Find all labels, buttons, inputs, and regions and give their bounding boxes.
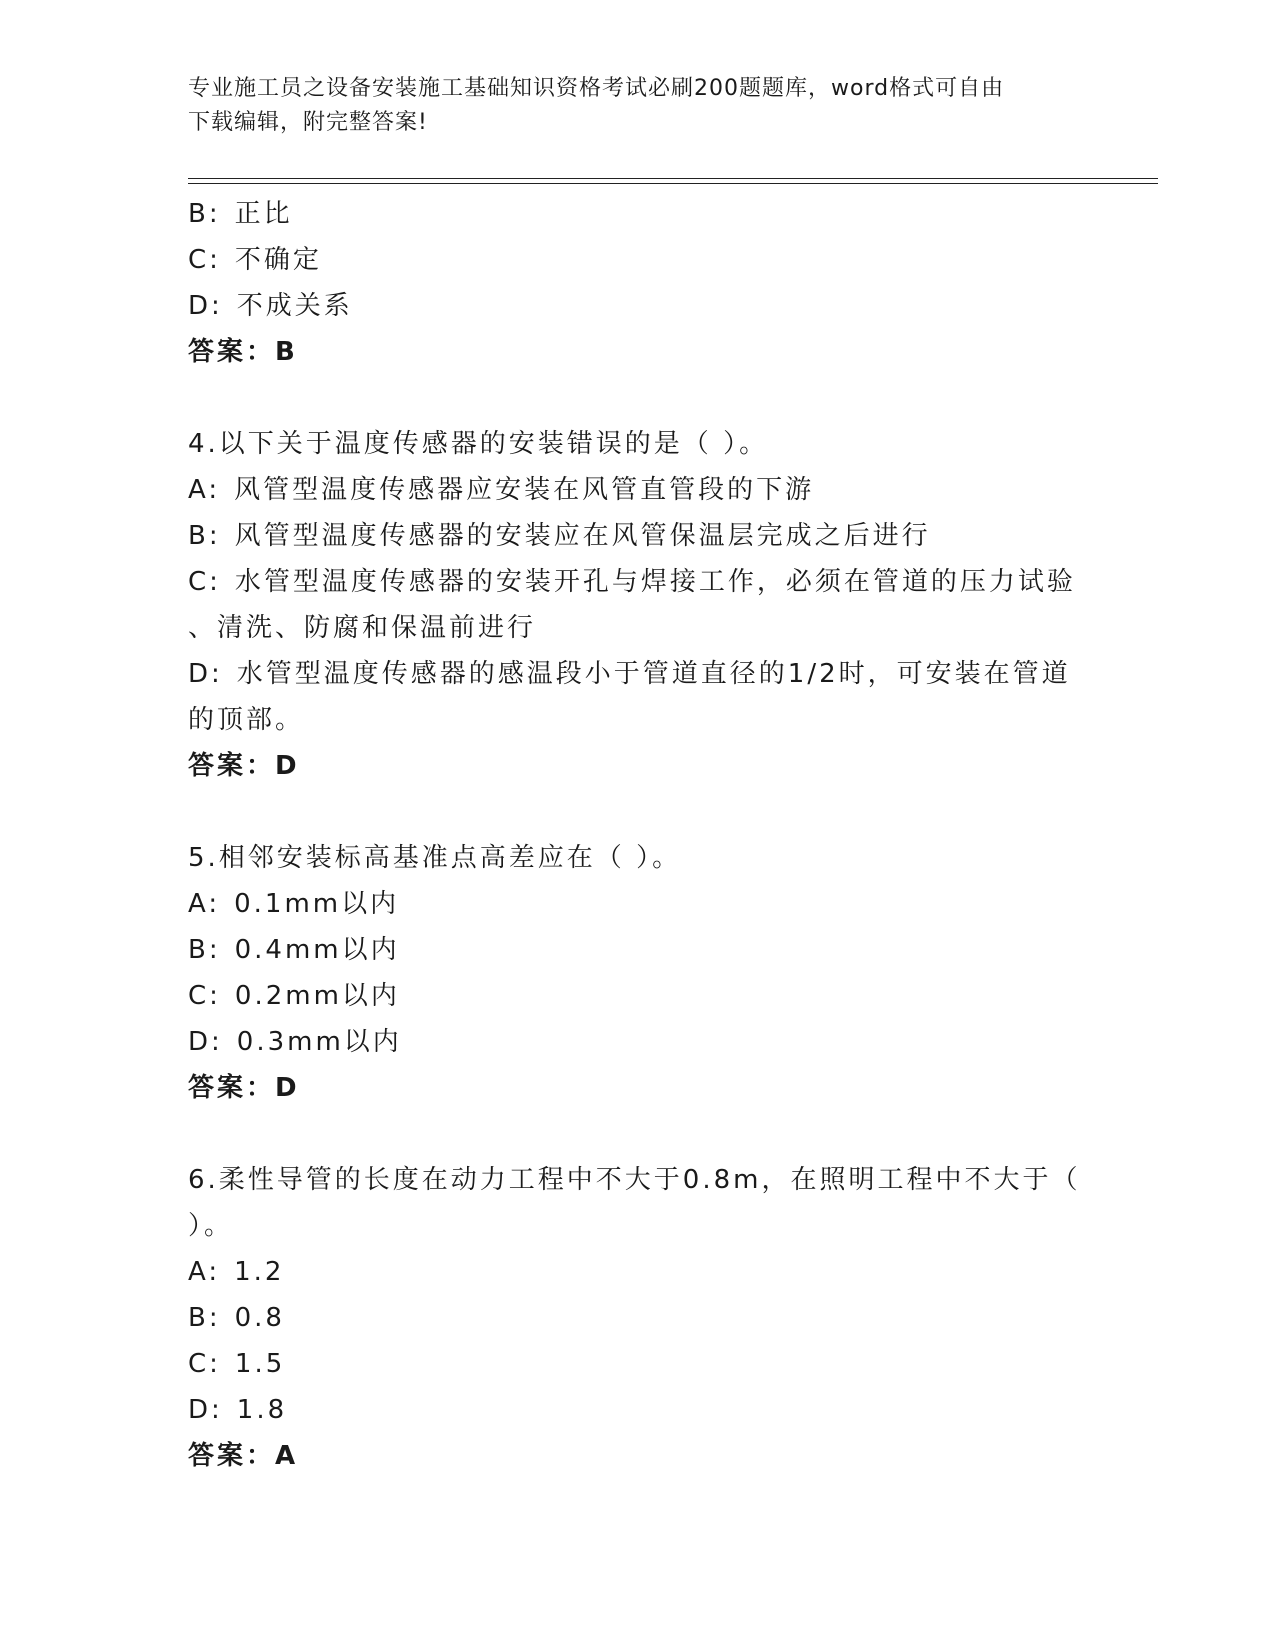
option-d-continued: 的顶部。 — [188, 705, 305, 735]
question-5 — [188, 835, 1088, 1111]
option-c: C: 1.5 — [188, 1349, 286, 1379]
option-c: C: 不确定 — [188, 245, 322, 275]
option-b: B: 风管型温度传感器的安装应在风管保温层完成之后进行 — [188, 521, 931, 551]
header-line-2: 下载编辑，附完整答案! — [188, 110, 428, 135]
option-b: B: 0.8 — [188, 1303, 285, 1333]
option-b: B: 正比 — [188, 199, 293, 229]
option-d: D: 水管型温度传感器的感温段小于管道直径的1/2时，可安装在管道 — [188, 659, 1071, 689]
header-rule-top — [188, 178, 1158, 179]
spacer — [188, 1111, 1088, 1157]
option-d: D: 不成关系 — [188, 291, 353, 321]
question-4 — [188, 421, 1088, 789]
question-text: 4.以下关于温度传感器的安装错误的是（ ）。 — [188, 429, 769, 459]
option-a: A: 风管型温度传感器应安装在风管直管段的下游 — [188, 475, 815, 505]
spacer — [188, 375, 1088, 421]
spacer — [188, 789, 1088, 835]
option-d: D: 0.3mm以内 — [188, 1027, 402, 1057]
option-a: A: 1.2 — [188, 1257, 285, 1287]
header-rule-bottom — [188, 183, 1158, 184]
option-a: A: 0.1mm以内 — [188, 889, 400, 919]
question-text-continued: ）。 — [188, 1211, 234, 1241]
question-text: 6.柔性导管的长度在动力工程中不大于0.8m，在照明工程中不大于（ — [188, 1165, 1081, 1195]
answer: 答案：D — [188, 751, 300, 781]
option-c: C: 水管型温度传感器的安装开孔与焊接工作，必须在管道的压力试验 — [188, 567, 1076, 597]
option-b: B: 0.4mm以内 — [188, 935, 400, 965]
document-header — [188, 72, 1068, 140]
header-line-1: 专业施工员之设备安装施工基础知识资格考试必刷200题题库，word格式可自由 — [188, 76, 1005, 101]
option-c-continued: 、清洗、防腐和保温前进行 — [188, 613, 537, 643]
answer: 答案：B — [188, 337, 298, 367]
question-text: 5.相邻安装标高基准点高差应在（ ）。 — [188, 843, 682, 873]
option-d: D: 1.8 — [188, 1395, 288, 1425]
answer: 答案：D — [188, 1073, 300, 1103]
option-c: C: 0.2mm以内 — [188, 981, 400, 1011]
question-6 — [188, 1157, 1088, 1479]
question-list — [188, 191, 1088, 1479]
question-3 — [188, 191, 1088, 375]
answer: 答案：A — [188, 1441, 299, 1471]
